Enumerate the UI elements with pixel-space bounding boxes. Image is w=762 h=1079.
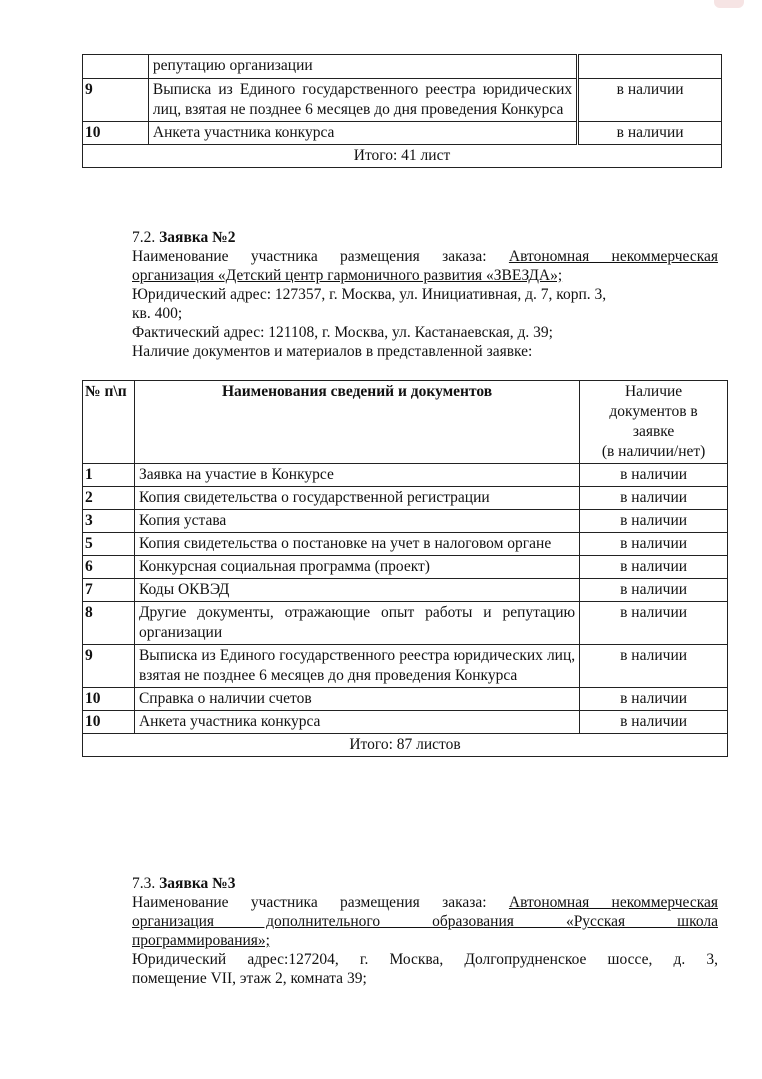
row-status: в наличии bbox=[580, 510, 728, 533]
row-document: Коды ОКВЭД bbox=[134, 579, 579, 602]
row-number: 3 bbox=[83, 510, 135, 533]
table-row bbox=[83, 55, 722, 79]
header-status-line: документов в bbox=[609, 403, 698, 420]
participant-name-line-2: организация дополнительного образования «Русская школа bbox=[132, 913, 718, 930]
header-number: № п\п bbox=[83, 381, 135, 464]
row-number: 7 bbox=[83, 579, 135, 602]
header-status-line: (в наличии/нет) bbox=[601, 443, 706, 460]
page-edge-mark bbox=[714, 0, 744, 8]
section-number: 7.2. bbox=[132, 229, 156, 246]
participant-name-label: Наименование участника размещения заказа: bbox=[132, 248, 487, 265]
documents-table-continued bbox=[82, 54, 722, 168]
participant-name-value-cont: организация «Детский центр гармоничного развития «ЗВЕЗДА»; bbox=[132, 267, 563, 284]
table-total: Итого: 87 листов bbox=[83, 734, 728, 757]
table-row bbox=[83, 464, 728, 487]
actual-address: Фактический адрес: 121108, г. Москва, ул. Кастанаевская, д. 39; bbox=[132, 324, 553, 341]
participant-name-value: Автономная некоммерческая bbox=[508, 248, 719, 265]
row-status: в наличии bbox=[578, 79, 722, 122]
row-document: Выписка из Единого государственного реестра юридических лиц, взятая не позднее 6 месяцев до дня проведения Конкурса bbox=[134, 645, 579, 688]
row-number: 9 bbox=[83, 79, 149, 122]
row-document: Справка о наличии счетов bbox=[134, 688, 579, 711]
row-document: Выписка из Единого государственного реестра юридических лиц, взятая не позднее 6 месяцев до дня проведения Конкурса bbox=[148, 79, 577, 122]
row-document: Конкурсная социальная программа (проект) bbox=[134, 556, 579, 579]
row-number: 5 bbox=[83, 533, 135, 556]
documents-table bbox=[82, 380, 728, 757]
table-header-row bbox=[83, 381, 728, 464]
section-title: Заявка №2 bbox=[159, 229, 236, 246]
header-status bbox=[580, 381, 728, 464]
row-status: в наличии bbox=[580, 579, 728, 602]
participant-name-line-3: программирования»; bbox=[132, 932, 270, 949]
table-row bbox=[83, 122, 722, 145]
table-total: Итого: 41 лист bbox=[83, 145, 722, 168]
table-row bbox=[83, 533, 728, 556]
table-row bbox=[83, 510, 728, 533]
row-document: Копия свидетельства о государственной регистрации bbox=[134, 487, 579, 510]
row-document: репутацию организации bbox=[148, 55, 577, 79]
participant-name-line-1 bbox=[132, 247, 718, 266]
section-heading bbox=[132, 874, 718, 893]
row-document: Заявка на участие в Конкурсе bbox=[134, 464, 579, 487]
table-row bbox=[83, 579, 728, 602]
row-number: 10 bbox=[83, 122, 149, 145]
row-status: в наличии bbox=[580, 645, 728, 688]
row-number: 9 bbox=[83, 645, 135, 688]
table-row bbox=[83, 688, 728, 711]
row-number: 10 bbox=[83, 711, 135, 734]
table-total-row bbox=[83, 734, 728, 757]
header-status-line: заявке bbox=[632, 423, 675, 440]
legal-address: Юридический адрес: 127357, г. Москва, ул. Инициативная, д. 7, корп. 3, bbox=[132, 286, 607, 303]
row-status: в наличии bbox=[580, 464, 728, 487]
row-number bbox=[83, 55, 149, 79]
table-row bbox=[83, 602, 728, 645]
row-status: в наличии bbox=[580, 487, 728, 510]
header-document-name: Наименования сведений и документов bbox=[134, 381, 579, 464]
table-row bbox=[83, 487, 728, 510]
row-document: Копия свидетельства о постановке на учет в налоговом органе bbox=[134, 533, 579, 556]
table-total-row bbox=[83, 145, 722, 168]
participant-name-line-2 bbox=[132, 266, 718, 285]
row-status: в наличии bbox=[580, 533, 728, 556]
participant-name-label: Наименование участника размещения заказа: bbox=[132, 894, 487, 911]
row-status: в наличии bbox=[580, 556, 728, 579]
row-status: в наличии bbox=[580, 688, 728, 711]
legal-address-cont: кв. 400; bbox=[132, 305, 183, 322]
participant-name-value: Автономная некоммерческая bbox=[508, 894, 719, 911]
section-title: Заявка №3 bbox=[159, 875, 236, 892]
row-number: 1 bbox=[83, 464, 135, 487]
row-status: в наличии bbox=[578, 122, 722, 145]
row-number: 2 bbox=[83, 487, 135, 510]
legal-address-cont: помещение VII, этаж 2, комната 39; bbox=[132, 970, 367, 987]
table-row bbox=[83, 556, 728, 579]
legal-address: Юридический адрес:127204, г. Москва, Долгопрудненское шоссе, д. 3, bbox=[132, 951, 718, 968]
row-document: Анкета участника конкурса bbox=[148, 122, 577, 145]
section-application-3 bbox=[132, 874, 718, 988]
participant-name-line-1 bbox=[132, 893, 718, 912]
table-row bbox=[83, 79, 722, 122]
row-number: 8 bbox=[83, 602, 135, 645]
row-number: 6 bbox=[83, 556, 135, 579]
documents-intro: Наличие документов и материалов в представленной заявке: bbox=[132, 343, 533, 360]
section-number: 7.3. bbox=[132, 875, 156, 892]
row-status: в наличии bbox=[580, 602, 728, 645]
row-document: Копия устава bbox=[134, 510, 579, 533]
row-document: Анкета участника конкурса bbox=[134, 711, 579, 734]
table-row bbox=[83, 645, 728, 688]
table-row bbox=[83, 711, 728, 734]
row-number: 10 bbox=[83, 688, 135, 711]
row-status bbox=[578, 55, 722, 79]
section-application-2 bbox=[132, 228, 718, 361]
header-status-line: Наличие bbox=[624, 383, 683, 400]
section-heading bbox=[132, 228, 718, 247]
row-document: Другие документы, отражающие опыт работы и репутацию организации bbox=[134, 602, 579, 645]
row-status: в наличии bbox=[580, 711, 728, 734]
